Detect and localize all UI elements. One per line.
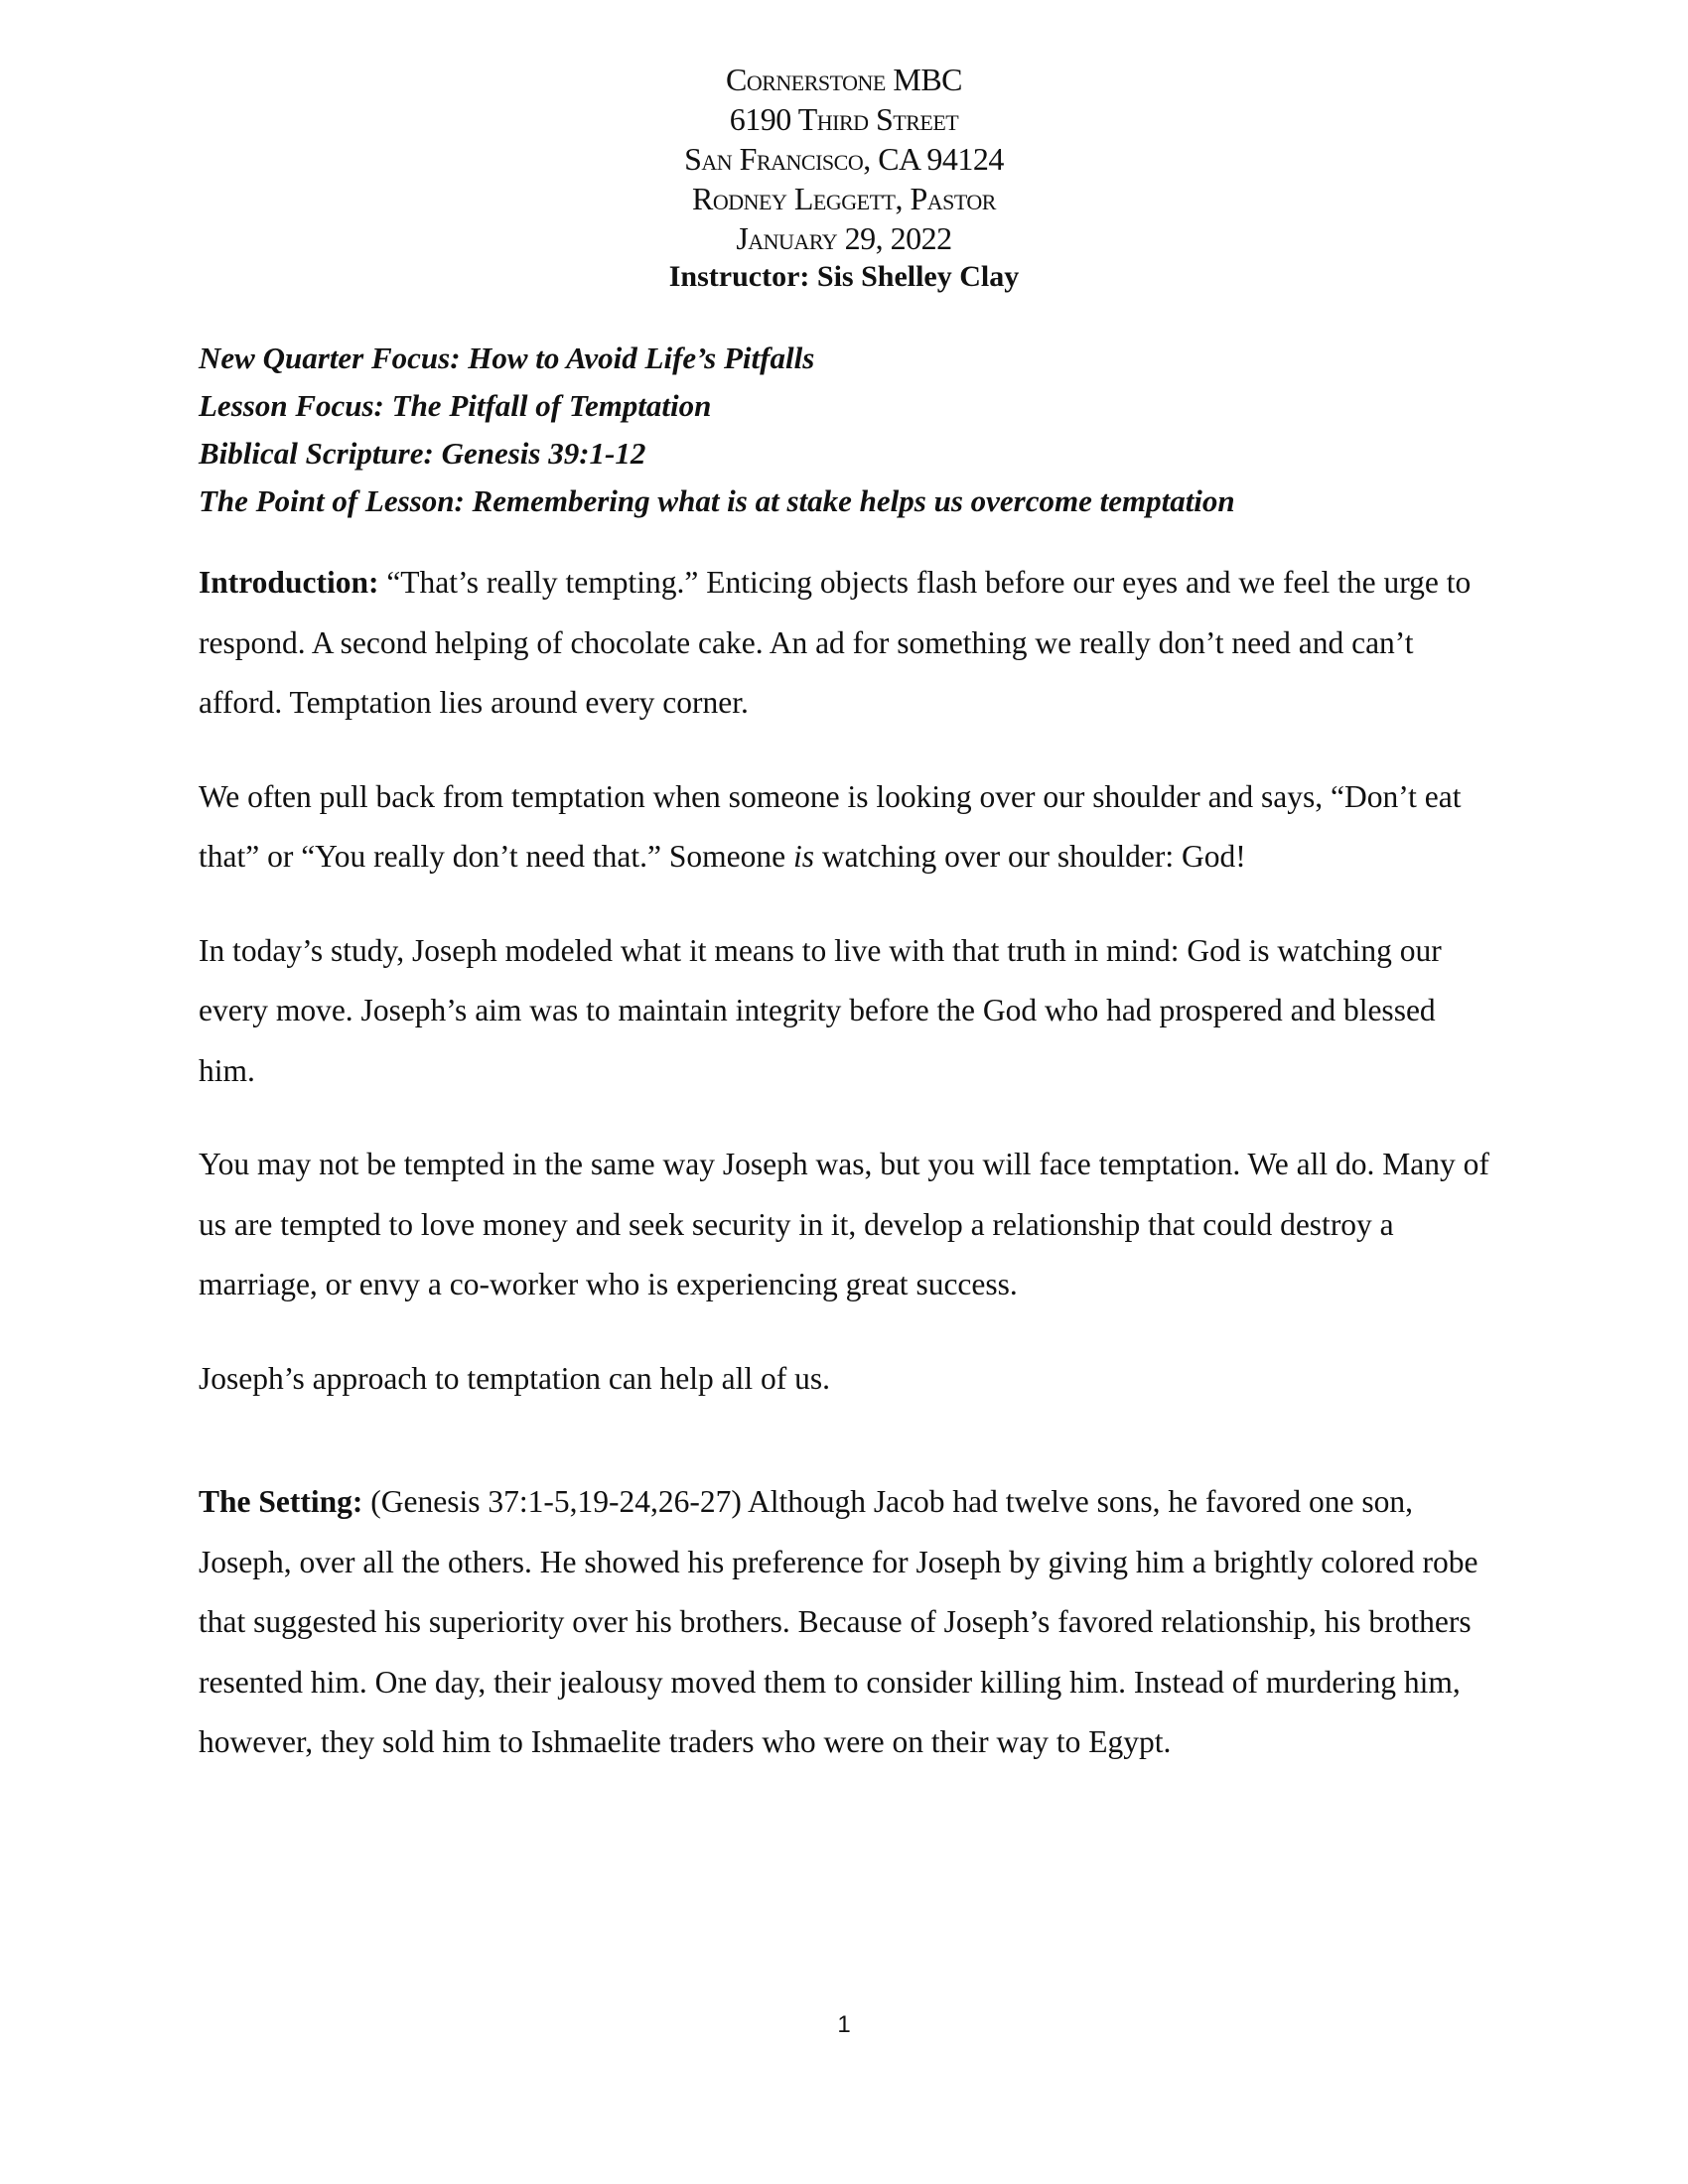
paragraph-watching-text-1: We often pull back from temptation when someone is looking over our shoulder and says, “Don’t eat that” or “You really don’t need that.” Someone [199, 778, 1462, 874]
introduction-label: Introduction: [199, 565, 379, 600]
setting-label: The Setting: [199, 1484, 363, 1519]
biblical-scripture: Biblical Scripture: Genesis 39:1-12 [199, 436, 646, 471]
paragraph-josephs-approach: Joseph’s approach to temptation can help all of us. [199, 1360, 830, 1396]
lesson-body [199, 553, 1489, 1807]
instructor-line: Instructor: Sis Shelley Clay [668, 260, 1020, 293]
church-address: 6190 Third Street [729, 101, 959, 137]
lesson-focus-block [199, 335, 1509, 525]
paragraph-todays-study: In today’s study, Joseph modeled what it means to live with that truth in mind: God is watching our every move. Joseph’s aim was to maintain integrity before the God who had prospered and blessed him. [199, 932, 1442, 1088]
lesson-focus: Lesson Focus: The Pitfall of Temptation [199, 388, 712, 423]
lesson-date: January 29, 2022 [736, 220, 952, 256]
paragraph-watching-emphasis: is [792, 839, 814, 874]
paragraph-watching-text-2: watching over our shoulder: God! [813, 839, 1246, 874]
pastor-name: Rodney Leggett, Pastor [692, 181, 996, 216]
church-header [0, 60, 1688, 296]
setting-paragraph [199, 1472, 1489, 1773]
church-city: San Francisco, CA 94124 [684, 141, 1004, 177]
setting-text: (Genesis 37:1-5,19-24,26-27) Although Jacob had twelve sons, he favored one son, Joseph, over all the others. He showed his preference for Joseph by giving him a brightly colored robe that suggested his superiority over his brothers. Because of Joseph’s favored relationship, his brothers resented him. One day, their jealousy moved them to consider killing him. Instead of murdering him, however, they sold him to Ishmaelite traders who were on their way to Egypt. [199, 1484, 1478, 1759]
introduction-text: “That’s really tempting.” Enticing objects flash before our eyes and we feel the urge to respond. A second helping of chocolate cake. An ad for something we really don’t need and can’t afford. Temptation lies around every corner. [199, 565, 1472, 720]
page-number: 1 [837, 2011, 851, 2038]
church-name: Cornerstone MBC [725, 62, 963, 97]
quarter-focus: New Quarter Focus: How to Avoid Life’s Pitfalls [199, 341, 815, 375]
paragraph-face-temptation: You may not be tempted in the same way Joseph was, but you will face temptation. We all do. Many of us are tempted to love money and seek security in it, develop a relationship that could destroy a marriage, or envy a co-worker who is experiencing great success. [199, 1147, 1489, 1301]
paragraph-watching [199, 767, 1489, 887]
point-of-lesson: The Point of Lesson: Remembering what is at stake helps us overcome temptation [199, 483, 1235, 518]
introduction-paragraph [199, 553, 1489, 734]
